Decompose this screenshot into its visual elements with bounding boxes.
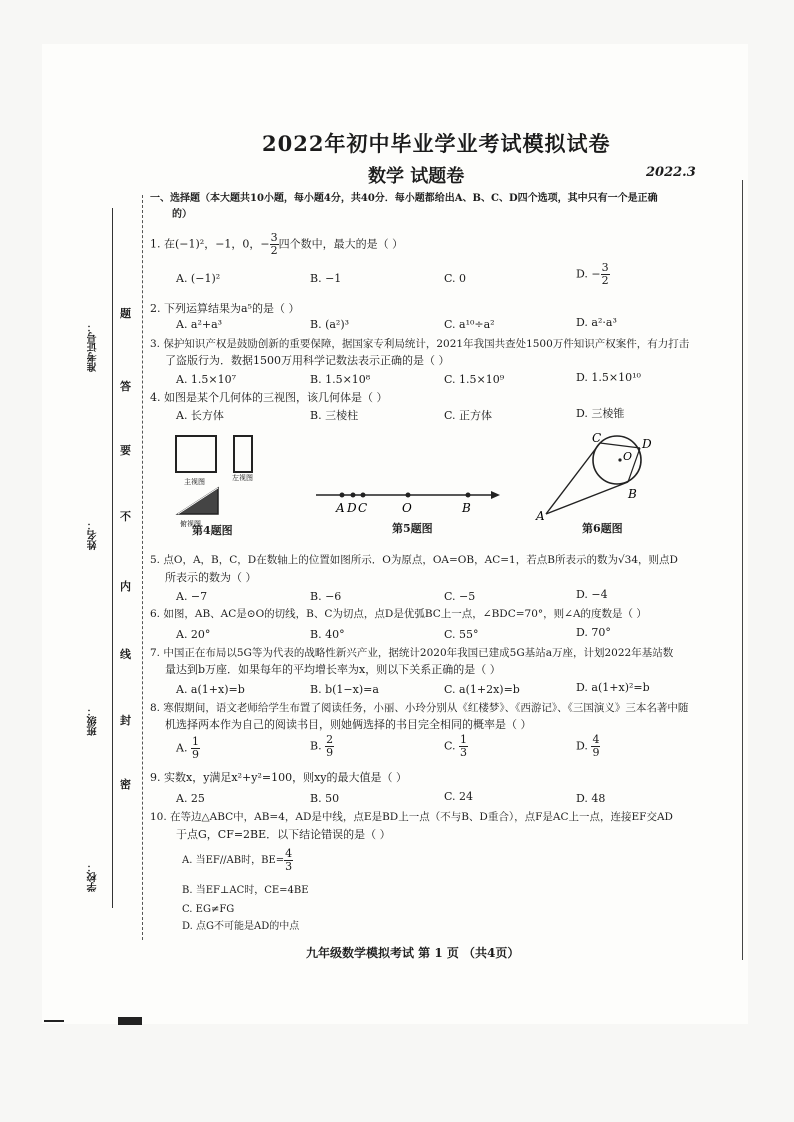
q8-stem-line1: 8. 寒假期间，语文老师给学生布置了阅读任务，小丽、小玲分别从《红楼梦》、《西游记》、《三国演义》三本名著中随 xyxy=(150,702,689,714)
left-view-shape xyxy=(234,436,252,472)
label-b6: B xyxy=(628,487,637,501)
q5-option-b[interactable]: B. −6 xyxy=(310,590,342,603)
q7-option-a[interactable]: A. a(1+x)=b xyxy=(176,683,245,696)
label-o6: O xyxy=(623,450,633,463)
label-c: C xyxy=(358,501,368,515)
q7-option-c[interactable]: C. a(1+2x)=b xyxy=(444,683,520,696)
label-b: B xyxy=(462,501,471,515)
page-footer: 九年级数学模拟考试 第 1 页 （共4页） xyxy=(306,946,520,960)
scan-mark xyxy=(118,1017,142,1025)
q9-option-d[interactable]: D. 48 xyxy=(576,792,606,805)
q7-option-b[interactable]: B. b(1−x)=a xyxy=(310,683,379,696)
q1-option-b[interactable]: B. −1 xyxy=(310,272,342,285)
label-d6: D xyxy=(642,437,652,451)
q2-option-c[interactable]: C. a¹⁰÷a² xyxy=(444,318,495,331)
point-b xyxy=(466,493,471,498)
q2-option-d[interactable]: D. a²·a³ xyxy=(576,316,617,329)
q3-option-d[interactable]: D. 1.5×10¹⁰ xyxy=(576,371,641,384)
front-view-label: 主视图 xyxy=(184,478,205,486)
q1-stem: 1. 在(−1)²，−1，0，− $\frac{3}{2}$ 四个数中，最大的是（ ） xyxy=(150,231,404,257)
q1-option-c[interactable]: C. 0 xyxy=(444,272,467,285)
top-view-label: 俯视图 xyxy=(180,520,201,528)
point-c xyxy=(361,493,366,498)
q5-option-a[interactable]: A. −7 xyxy=(176,590,208,603)
q8-option-a[interactable]: A. $\frac{1}{9}$ xyxy=(176,735,199,761)
q8-option-d[interactable]: D. $\frac{4}{9}$ xyxy=(576,733,600,759)
seal-char: 线 xyxy=(120,648,131,661)
section-heading: 一、选择题（本大题共10小题，每小题4分，共40分．每小题都给出A、B、C、D四个选项，其中只有一个是正确 xyxy=(150,193,658,204)
q3-stem-line1: 3. 保护知识产权是鼓励创新的重要保障，据国家专利局统计，2021年我国共查处1500万件知识产权案件，有力打击 xyxy=(150,338,690,350)
fraction: $\frac{3}{2}$ xyxy=(270,231,278,257)
q10-option-a[interactable]: A. 当EF//AB时，BE= $\frac{4}{3}$ xyxy=(182,847,293,873)
q6-option-b[interactable]: B. 40° xyxy=(310,628,345,641)
seal-char: 封 xyxy=(120,714,131,727)
q10-stem-line2: 于点G，CF=2BE．以下结论错误的是（ ） xyxy=(176,828,391,841)
q4-option-d[interactable]: D. 三棱锥 xyxy=(576,407,625,420)
front-view-shape xyxy=(176,436,216,472)
label-d: D xyxy=(347,501,357,515)
q2-option-b[interactable]: B. (a²)³ xyxy=(310,318,350,331)
q1-option-a[interactable]: A. (−1)² xyxy=(176,272,221,285)
figures-row xyxy=(160,428,750,540)
point-a xyxy=(340,493,345,498)
q7-stem-line2: 量达到b万座．如果每年的平均增长率为x，则以下关系正确的是（ ） xyxy=(165,663,501,676)
q6-option-a[interactable]: A. 20° xyxy=(176,628,211,641)
q3-option-c[interactable]: C. 1.5×10⁹ xyxy=(444,373,505,386)
q2-stem: 2. 下列运算结果为a⁵的是（ ） xyxy=(150,302,300,315)
q10-option-c[interactable]: C. EG≠FG xyxy=(182,904,235,915)
exam-number-label: 准考证号： xyxy=(88,322,99,372)
fig5-caption: 第5题图 xyxy=(392,522,433,535)
fraction: $\frac{4}{9}$ xyxy=(592,733,600,759)
class-label: 班级： xyxy=(88,706,99,736)
exam-subtitle: 数学 试题卷 xyxy=(368,166,465,187)
fig4-caption: 第4题图 xyxy=(192,524,233,537)
q10-stem-line1: 10. 在等边△ABC中，AB=4，AD是中线，点E是BD上一点（不与B、D重合），点F是AC上一点，连接EF交AD xyxy=(150,811,673,823)
label-a: A xyxy=(336,501,345,515)
q5-option-c[interactable]: C. −5 xyxy=(444,590,476,603)
q4-stem: 4. 如图是某个几何体的三视图，该几何体是（ ） xyxy=(150,391,388,404)
fraction: $\frac{1}{3}$ xyxy=(460,733,468,759)
q2-option-a[interactable]: A. a²+a³ xyxy=(176,318,223,331)
q4-option-a[interactable]: A. 长方体 xyxy=(176,409,224,422)
right-edge-line xyxy=(742,180,743,960)
q1-option-d[interactable]: D. − $\frac{3}{2}$ xyxy=(576,261,609,287)
q6-stem: 6. 如图，AB、AC是⊙O的切线，B、C为切点，点D是优弧BC上一点，∠BDC=70°，则∠A的度数是（ ） xyxy=(150,608,647,620)
exam-date: 2022.3 xyxy=(646,165,696,180)
exam-title: 2022年初中毕业学业考试模拟试卷 xyxy=(262,131,611,156)
left-view-label: 左视图 xyxy=(232,474,253,482)
label-o: O xyxy=(402,501,412,515)
q3-option-b[interactable]: B. 1.5×10⁸ xyxy=(310,373,371,386)
name-label: 姓名： xyxy=(88,520,99,550)
fraction: $\frac{1}{9}$ xyxy=(191,735,199,761)
q4-option-c[interactable]: C. 正方体 xyxy=(444,409,493,422)
fraction: $\frac{2}{9}$ xyxy=(326,733,334,759)
seal-dash-line xyxy=(142,195,143,940)
seal-char: 题 xyxy=(120,307,131,320)
fraction: $\frac{4}{3}$ xyxy=(285,847,293,873)
q4-option-b[interactable]: B. 三棱柱 xyxy=(310,409,359,422)
q7-option-d[interactable]: D. a(1+x)²=b xyxy=(576,681,650,694)
q9-option-c[interactable]: C. 24 xyxy=(444,790,474,803)
q9-option-a[interactable]: A. 25 xyxy=(176,792,205,805)
number-line-arrow xyxy=(491,491,500,499)
q8-stem-line2: 机选择两本作为自己的阅读书目，则她俩选择的书目完全相同的概率是（ ） xyxy=(165,718,532,731)
q9-stem: 9. 实数x，y满足x²+y²=100，则xy的最大值是（ ） xyxy=(150,771,407,784)
point-d xyxy=(351,493,356,498)
school-label: 学校： xyxy=(88,862,99,892)
seal-char: 内 xyxy=(120,580,131,593)
seal-char: 不 xyxy=(120,510,131,523)
point-o xyxy=(406,493,411,498)
q5-stem-line1: 5. 点O，A，B，C，D在数轴上的位置如图所示．O为原点，OA=OB，AC=1，若点B所表示的数为√34，则点D xyxy=(150,554,678,566)
q3-stem-line2: 了盗版行为．数据1500万用科学记数法表示正确的是（ ） xyxy=(165,354,450,367)
q8-option-c[interactable]: C. $\frac{1}{3}$ xyxy=(444,733,468,759)
section-heading-cont: 的） xyxy=(172,209,192,220)
label-c6: C xyxy=(592,431,602,445)
scan-mark xyxy=(44,1020,64,1022)
q7-stem-line1: 7. 中国正在布局以5G等为代表的战略性新兴产业，据统计2020年我国已建成5G基站a万座，计划2022年基站数 xyxy=(150,647,674,659)
q10-option-b[interactable]: B. 当EF⊥AC时，CE=4BE xyxy=(182,885,309,896)
q10-option-d[interactable]: D. 点G不可能是AD的中点 xyxy=(182,921,300,932)
q3-option-a[interactable]: A. 1.5×10⁷ xyxy=(176,373,237,386)
seal-char: 要 xyxy=(120,444,131,457)
q5-stem-line2: 所表示的数为（ ） xyxy=(165,571,257,584)
label-a6: A xyxy=(536,509,545,523)
center-o xyxy=(618,458,621,461)
fraction: $\frac{3}{2}$ xyxy=(601,261,609,287)
binding-line xyxy=(112,208,113,908)
q5-option-d[interactable]: D. −4 xyxy=(576,588,608,601)
fig6-caption: 第6题图 xyxy=(582,522,623,535)
q8-option-b[interactable]: B. $\frac{2}{9}$ xyxy=(310,733,334,759)
q9-option-b[interactable]: B. 50 xyxy=(310,792,340,805)
q6-option-d[interactable]: D. 70° xyxy=(576,626,611,639)
seal-char: 密 xyxy=(120,778,131,791)
q6-option-c[interactable]: C. 55° xyxy=(444,628,479,641)
seal-char: 答 xyxy=(120,380,131,393)
